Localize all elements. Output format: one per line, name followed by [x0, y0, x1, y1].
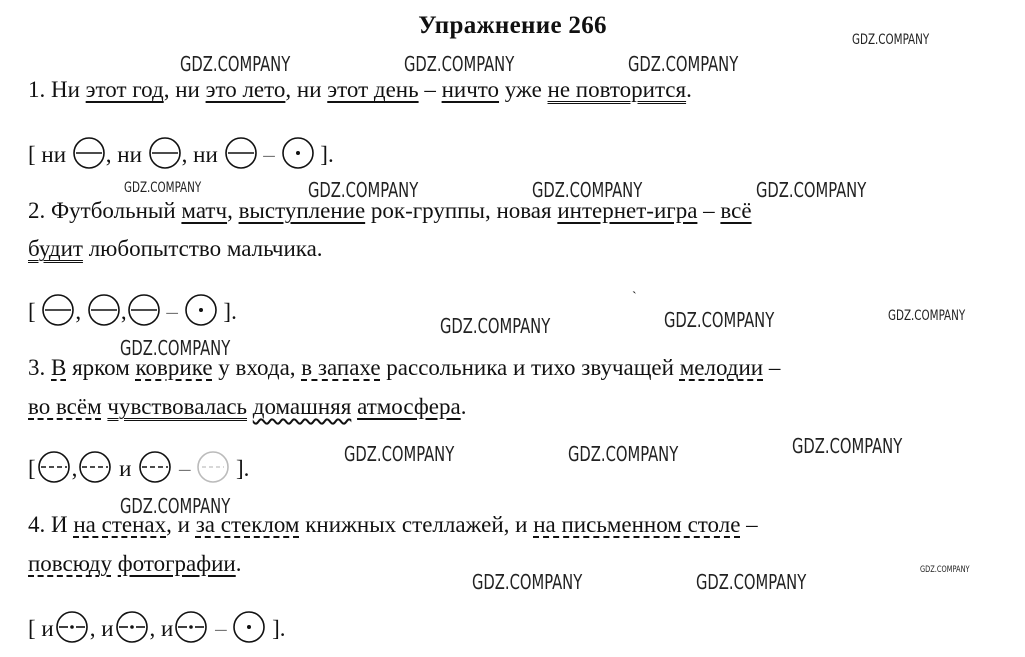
- sentence-1: [28, 75, 692, 105]
- text: рок-группы, новая: [365, 198, 558, 223]
- bracket: ].: [223, 299, 237, 324]
- text: , и: [166, 512, 196, 537]
- watermark: GDZ.COMPANY: [888, 308, 966, 324]
- watermark: GDZ.COMPANY: [120, 494, 231, 518]
- predicate: будит: [28, 236, 83, 261]
- homogeneous-member-circle-icon: [148, 136, 182, 170]
- text: уже: [499, 77, 548, 102]
- exercise-title: Упражнение 266: [418, 12, 607, 39]
- text: .: [686, 77, 692, 102]
- watermark: GDZ.COMPANY: [852, 32, 930, 48]
- text: ярком: [66, 355, 136, 380]
- watermark: GDZ.COMPANY: [308, 178, 419, 202]
- text: и: [41, 616, 54, 641]
- adverbial-circle-icon: [173, 610, 209, 644]
- comma: ,: [71, 456, 78, 481]
- comma: ,: [75, 299, 82, 324]
- text: , и: [149, 616, 174, 641]
- sentence-2-line-2: [28, 234, 323, 264]
- generalizing-word: повсюду: [28, 551, 112, 576]
- text: .: [235, 551, 242, 576]
- scheme-3: [28, 450, 249, 484]
- scheme-2: [28, 293, 237, 327]
- watermark: GDZ.COMPANY: [404, 52, 515, 76]
- adverbial-circle-icon: [137, 450, 173, 484]
- bracket: [: [28, 456, 36, 481]
- adverbial-circle-icon: [54, 610, 90, 644]
- watermark: GDZ.COMPANY: [344, 442, 455, 466]
- text: рассольника и тихо звучащей: [380, 355, 680, 380]
- homogeneous-member-circle-icon: [127, 293, 161, 327]
- watermark: GDZ.COMPANY: [756, 178, 867, 202]
- subject: этот день: [327, 77, 419, 102]
- watermark: GDZ.COMPANY: [920, 565, 970, 575]
- bracket: ].: [272, 616, 286, 641]
- dash: –: [263, 142, 275, 167]
- adverbial-circle-icon: [114, 610, 150, 644]
- generalizing-word-circle-icon: [281, 136, 315, 170]
- sentence-3-line-1: [28, 353, 780, 383]
- sentence-4-line-1: [28, 510, 758, 540]
- stray-mark: `: [632, 290, 637, 305]
- adverbial: на стенах: [73, 512, 167, 537]
- text: ни: [41, 142, 67, 167]
- scheme-4: [28, 610, 286, 644]
- subject: выступление: [238, 198, 366, 223]
- adverbial: на письменном столе: [533, 512, 741, 537]
- text: –: [740, 512, 758, 537]
- text: и: [119, 456, 132, 481]
- adverbial: коврике: [135, 355, 213, 380]
- generalizing-word-circle-icon: [196, 450, 230, 484]
- text: , ни: [163, 77, 206, 102]
- text: , ни: [105, 142, 142, 167]
- watermark: GDZ.COMPANY: [696, 570, 807, 594]
- bracket: [: [28, 142, 36, 167]
- comma: ,: [120, 299, 127, 324]
- adverbial: за стеклом: [195, 512, 300, 537]
- subject: этот год: [85, 77, 164, 102]
- watermark: GDZ.COMPANY: [664, 308, 775, 332]
- dash: –: [178, 456, 191, 481]
- predicate: чувствовалась: [107, 394, 248, 419]
- adverbial-circle-icon: [36, 450, 72, 484]
- watermark: GDZ.COMPANY: [628, 52, 739, 76]
- subject: интернет-игра: [557, 198, 698, 223]
- text: , и: [89, 616, 114, 641]
- bracket: [: [28, 299, 36, 324]
- watermark: GDZ.COMPANY: [120, 336, 231, 360]
- text: любопытство мальчика.: [82, 236, 323, 261]
- text: .: [460, 394, 467, 419]
- subject: атмосфера: [357, 394, 461, 419]
- watermark: GDZ.COMPANY: [792, 434, 903, 458]
- dash: –: [215, 616, 227, 641]
- homogeneous-member-circle-icon: [72, 136, 106, 170]
- text: , ни: [285, 77, 328, 102]
- text: ,: [227, 198, 239, 223]
- adverbial: мелодии: [679, 355, 764, 380]
- text: –: [418, 77, 442, 102]
- text: 1. Ни: [28, 77, 86, 102]
- watermark: GDZ.COMPANY: [472, 570, 583, 594]
- generalizing-word: ничто: [441, 77, 500, 102]
- sentence-4-line-2: [28, 549, 241, 579]
- watermark: GDZ.COMPANY: [532, 178, 643, 202]
- adverbial-circle-icon: [77, 450, 113, 484]
- text: 3.: [28, 355, 51, 380]
- text: 4. И: [28, 512, 74, 537]
- text: у входа,: [212, 355, 302, 380]
- subject: это лето: [205, 77, 286, 102]
- bracket: ].: [320, 142, 334, 167]
- homogeneous-member-circle-icon: [41, 293, 75, 327]
- watermark: GDZ.COMPANY: [180, 52, 291, 76]
- attribute: домашняя: [252, 394, 352, 419]
- watermark: GDZ.COMPANY: [440, 314, 551, 338]
- generalizing-word-circle-icon: [184, 293, 218, 327]
- text: 2. Футбольный: [28, 198, 182, 223]
- subject: матч: [181, 198, 228, 223]
- sentence-3-line-2: [28, 392, 466, 422]
- watermark: GDZ.COMPANY: [568, 442, 679, 466]
- generalizing-word-circle-icon: [232, 610, 266, 644]
- bracket: [: [28, 616, 36, 641]
- text: , ни: [181, 142, 218, 167]
- dash: –: [166, 299, 178, 324]
- homogeneous-member-circle-icon: [224, 136, 258, 170]
- predicate: не повторится: [547, 77, 687, 102]
- sentence-2-line-1: [28, 196, 752, 226]
- watermark: GDZ.COMPANY: [124, 180, 202, 196]
- bracket: ].: [235, 456, 250, 481]
- generalizing-word: всё: [720, 198, 752, 223]
- generalizing-word: во всём: [28, 394, 102, 419]
- adverbial: в запахе: [301, 355, 381, 380]
- scheme-1: [28, 136, 334, 170]
- text: –: [763, 355, 781, 380]
- homogeneous-member-circle-icon: [87, 293, 121, 327]
- subject: фотографии: [117, 551, 236, 576]
- text: –: [697, 198, 721, 223]
- text: книжных стеллажей, и: [299, 512, 534, 537]
- adverbial: В: [51, 355, 67, 380]
